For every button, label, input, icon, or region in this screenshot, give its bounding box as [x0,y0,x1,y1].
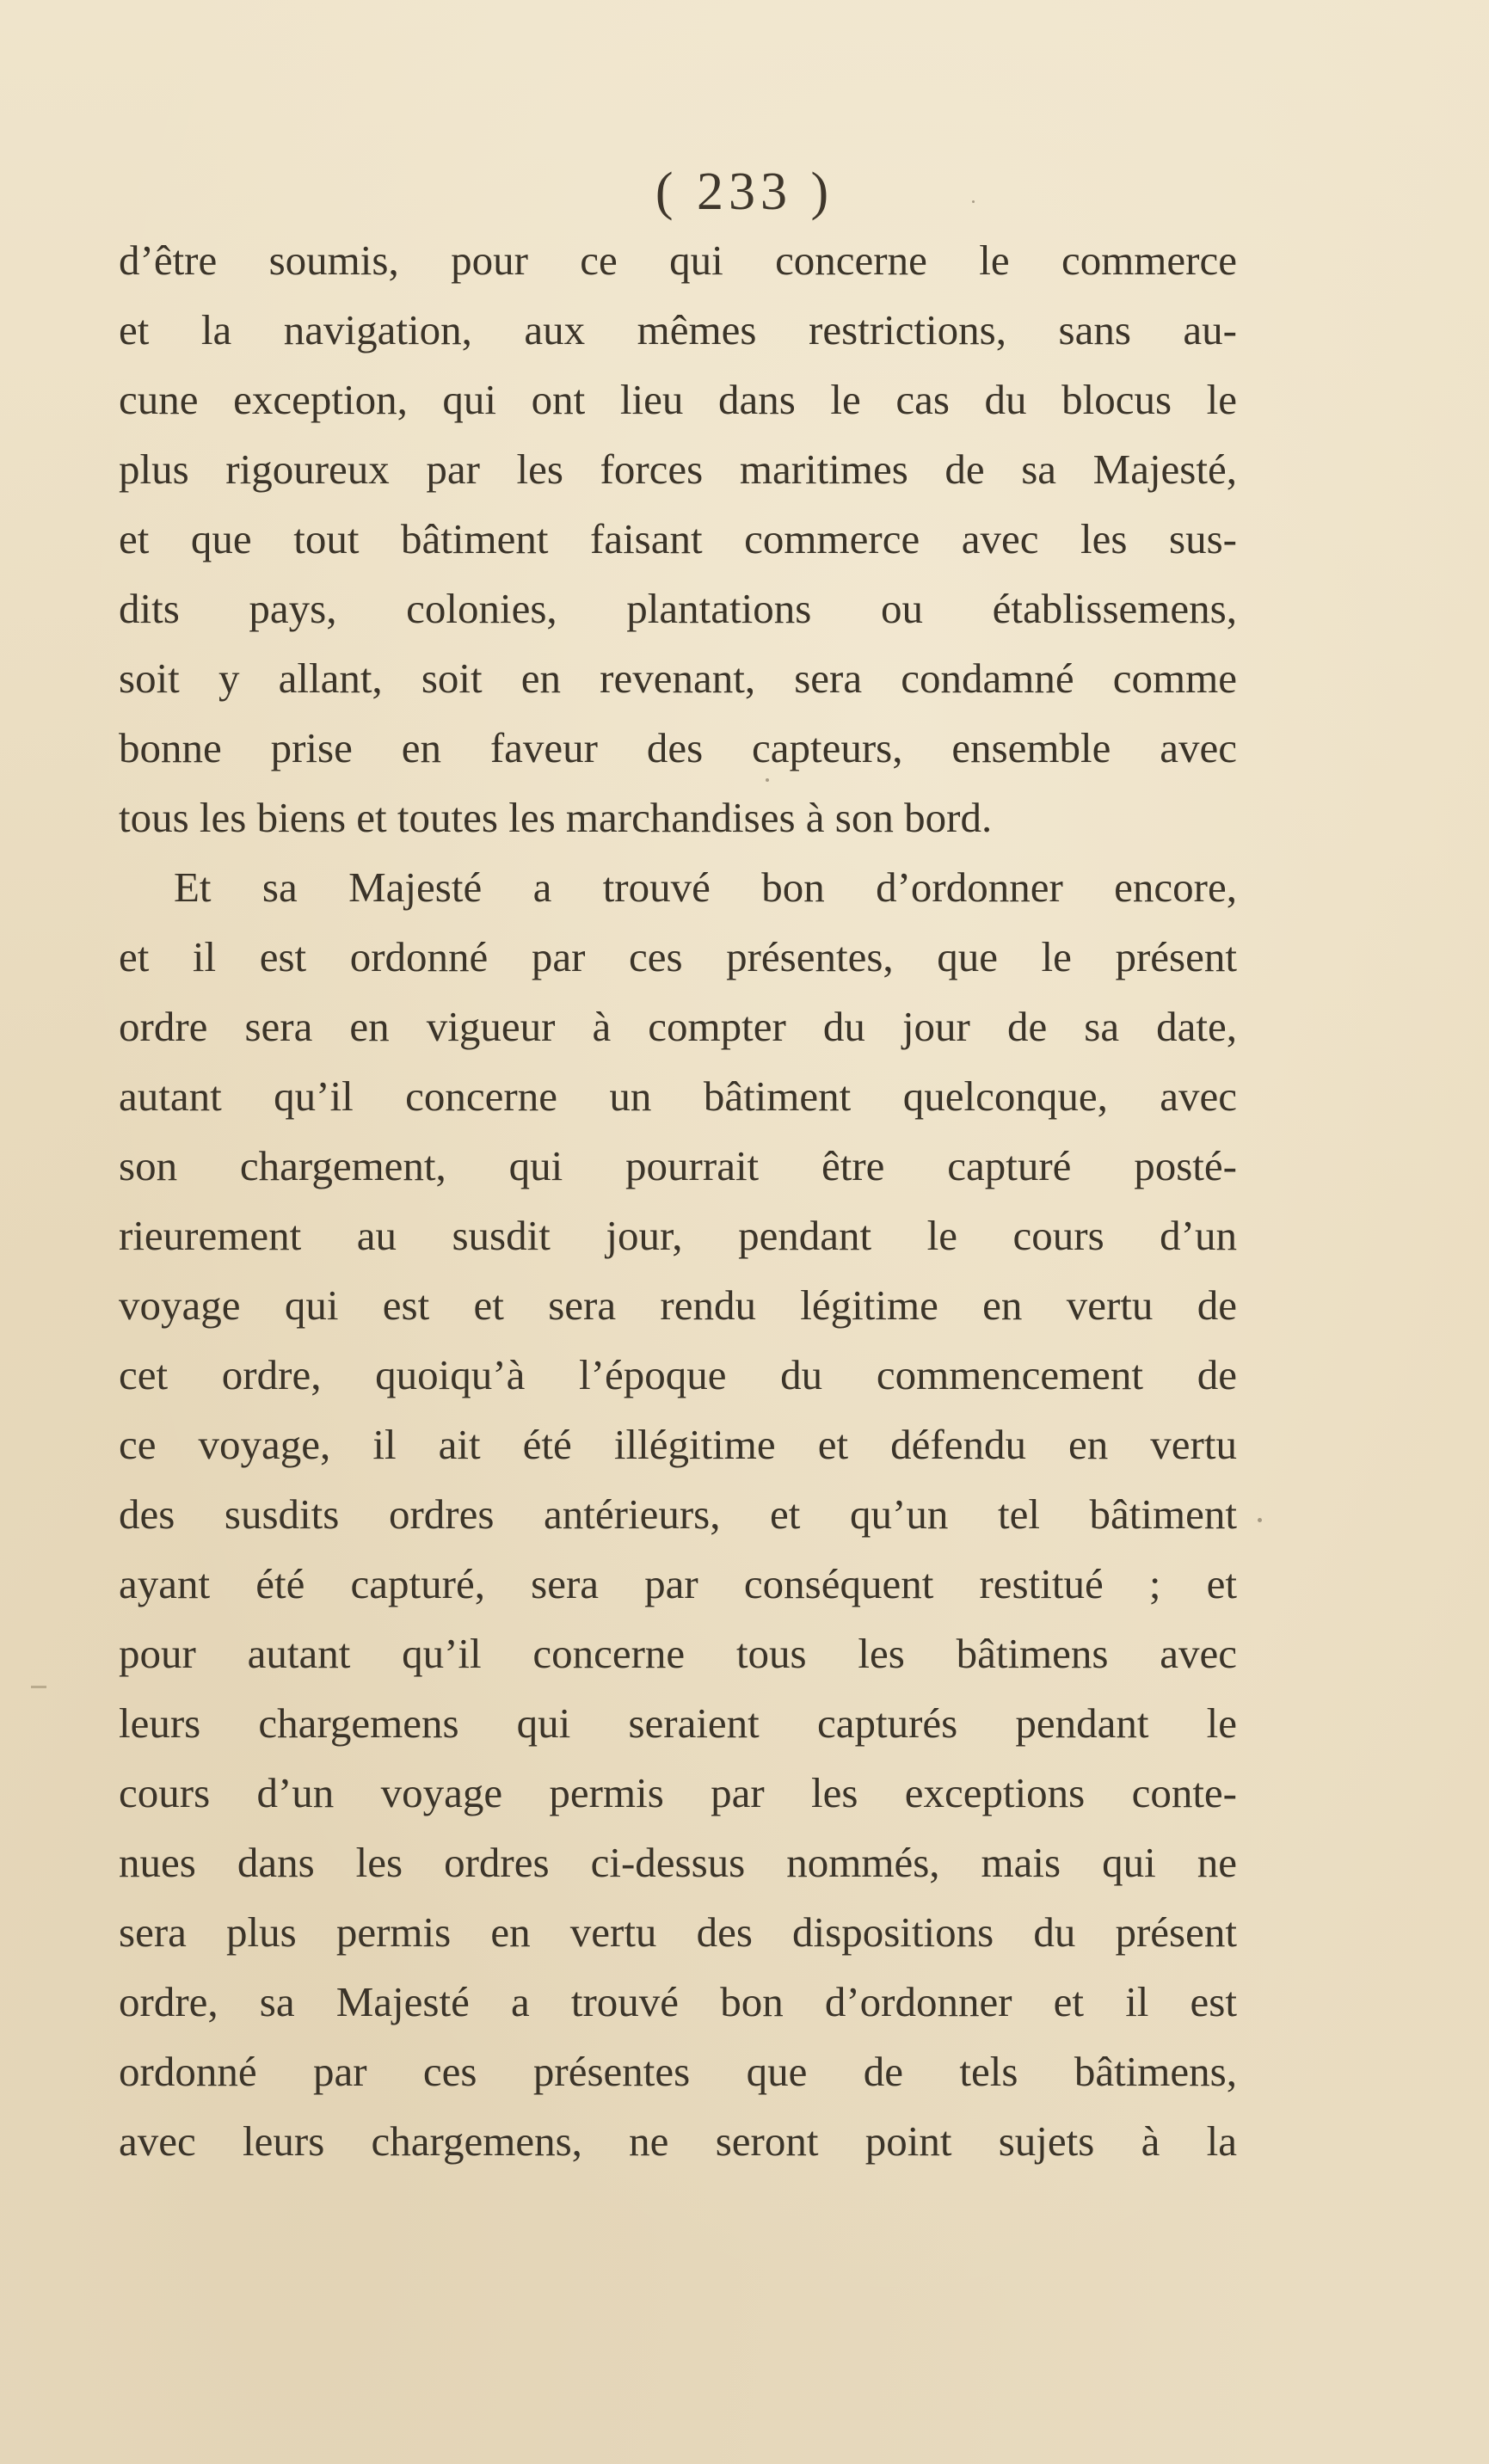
text-line: son chargement, qui pourrait être capturé posté- [119,1142,1237,1189]
text-line: rieurement au susdit jour, pendant le cours d’un [119,1212,1237,1259]
text-line: des susdits ordres antérieurs, et qu’un tel bâtiment [119,1490,1237,1538]
paragraph-start-line: Et sa Majesté a trouvé bon d’ordonner encore, [174,863,1237,911]
text-line: dits pays, colonies, plantations ou établissemens, [119,585,1237,632]
margin-mark [31,1686,46,1688]
text-line: nues dans les ordres ci-dessus nommés, mais qui ne [119,1839,1237,1886]
text-line: et que tout bâtiment faisant commerce avec les sus- [119,515,1237,562]
text-line: ordre sera en vigueur à compter du jour de sa date, [119,1003,1237,1050]
text-line: voyage qui est et sera rendu légitime en vertu de [119,1281,1237,1329]
text-line: tous les biens et toutes les marchandises à son bord. [119,794,993,841]
paper-speck [1258,1518,1262,1522]
text-line: soit y allant, soit en revenant, sera condamné comme [119,654,1237,702]
text-line: et il est ordonné par ces présentes, que le présent [119,933,1237,980]
text-line: plus rigoureux par les forces maritimes de sa Majesté, [119,445,1237,493]
text-line: avec leurs chargemens, ne seront point sujets à la [119,2117,1237,2165]
text-line: cet ordre, quoiqu’à l’époque du commencement de [119,1351,1237,1398]
paper-speck [972,200,975,203]
text-line: pour autant qu’il concerne tous les bâtimens avec [119,1630,1237,1677]
text-line: cours d’un voyage permis par les exceptions conte- [119,1769,1237,1816]
paper-speck [766,778,769,782]
text-line: ordonné par ces présentes que de tels bâtimens, [119,2048,1237,2095]
text-line: bonne prise en faveur des capteurs, ensemble avec [119,724,1237,771]
text-line: ayant été capturé, sera par conséquent restitué ; et [119,1560,1237,1607]
text-line: et la navigation, aux mêmes restrictions, sans au- [119,306,1237,353]
text-line: autant qu’il concerne un bâtiment quelconque, avec [119,1072,1237,1120]
text-line: ce voyage, il ait été illégitime et défendu en vertu [119,1421,1237,1468]
page-number: ( 233 ) [655,163,834,221]
text-line: sera plus permis en vertu des dispositions du présent [119,1908,1237,1956]
text-line: cune exception, qui ont lieu dans le cas du blocus le [119,376,1237,423]
text-line: leurs chargemens qui seraient capturés pendant le [119,1699,1237,1747]
body-text [119,225,1237,2176]
text-line: d’être soumis, pour ce qui concerne le commerce [119,237,1237,284]
text-line: ordre, sa Majesté a trouvé bon d’ordonner et il est [119,1978,1237,2025]
